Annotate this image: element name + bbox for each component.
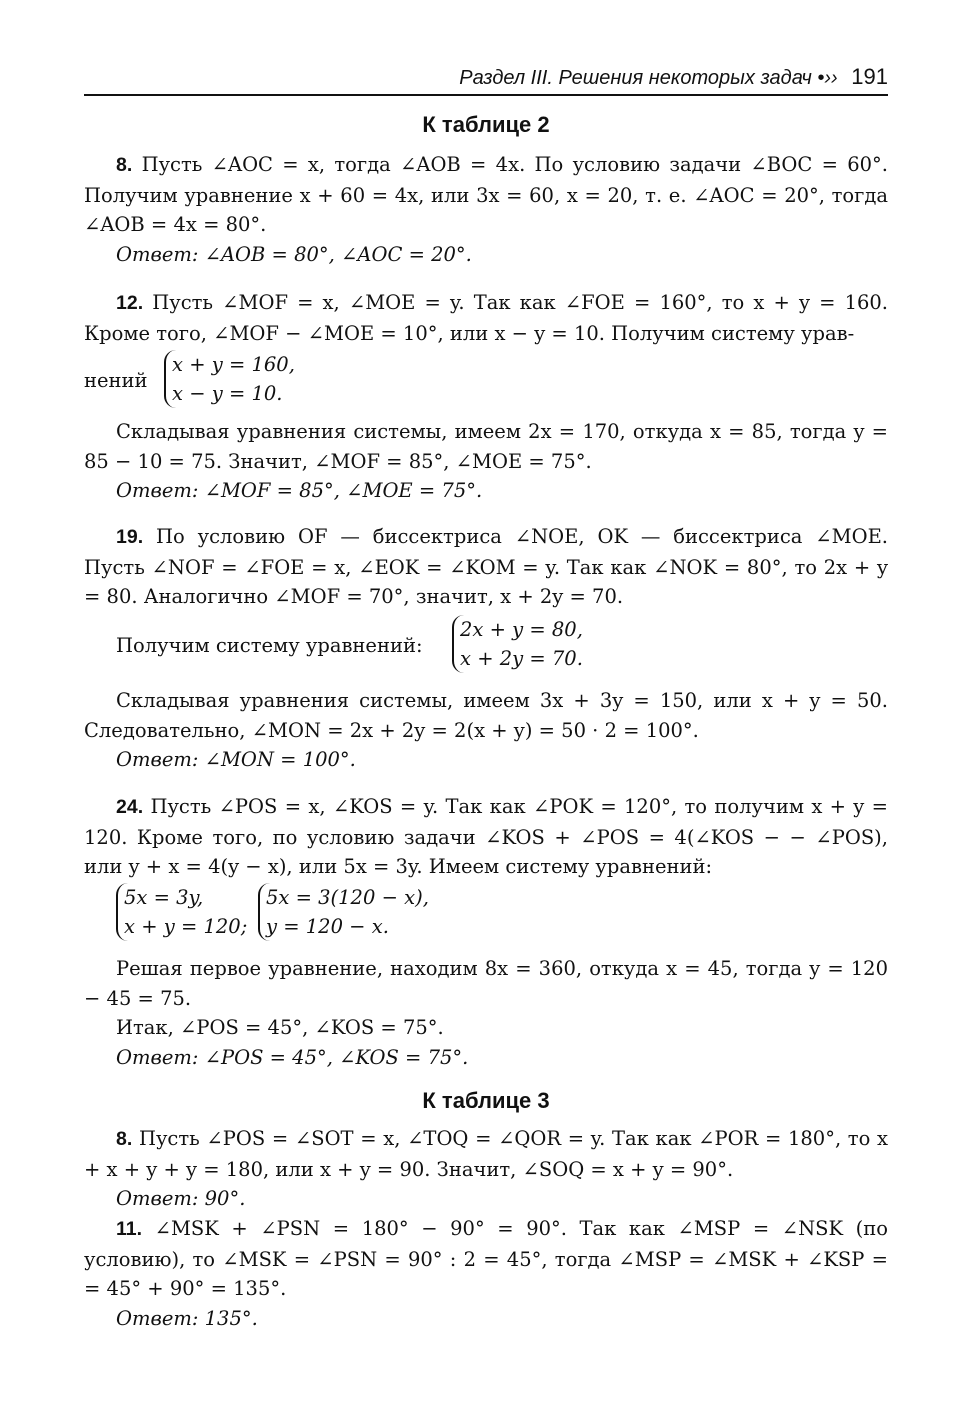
problem-answer: Ответ: ∠MOF = 85°, ∠MOE = 75°. [116,479,483,502]
equation: x + y = 160, [172,353,295,376]
problem-answer: Ответ: ∠POS = 45°, ∠KOS = 75°. [116,1045,469,1069]
equation: y = 120 − x. [266,915,389,938]
running-header [84,62,888,92]
problem-text: ∠MSK + ∠PSN = 180° − 90° = 90°. Так как ∠MSP = ∠NSK (по условию), то ∠MSK = ∠PSN = 90° : 2 = 45°, тогда ∠MSP = ∠MSK + ∠KSP = = 45° + 90° = 135°. [84,1217,888,1300]
equation: x + 2y = 70. [460,647,583,670]
problem-12-t2 [84,288,888,348]
problem-text: Пусть ∠MOF = x, ∠MOE = y. Так как ∠FOE = 160°, то x + y = 160. Кроме того, ∠MOF − ∠MOE = 10°, или x − y = 10. Получим систему урав- [84,291,888,345]
problem-text: По условию OF — биссектриса ∠NOE, OK — биссектриса ∠MOE. Пусть ∠NOF = ∠FOE = x, ∠EOK = ∠KOM = y. Так как ∠NOK = 80°, то 2x + y = 80. Аналогично ∠MOF = 70°, значит, x + 2y = 70. [84,525,888,608]
problem-12-t2-cont [84,417,888,506]
header-rule [84,94,888,96]
problem-number: 24. [116,796,144,818]
section-title-table3: К таблице 3 [422,1088,550,1113]
equation-system [452,615,583,673]
problem-text: Решая первое уравнение, находим 8x = 360, откуда x = 45, тогда y = 120 − 45 = 75. [84,957,888,1010]
page-number: 191 [851,64,888,89]
problem-number: 8. [116,1128,133,1150]
equation: x + y = 120; [124,915,248,938]
problem-number: 12. [116,292,144,314]
system-label: нений [84,369,148,392]
problem-text: Пусть ∠POS = x, ∠KOS = y. Так как ∠POK = 120°, то получим x + y = 120. Кроме того, по условию задачи ∠KOS + ∠POS = 4(∠KOS − − ∠POS), или y + x = 4(y − x), или 5x = 3y. Имеем систему уравнений: [84,795,888,878]
problem-8-t2 [84,150,888,269]
problem-24-t2-cont [84,954,888,1072]
problem-answer: Ответ: 135°. [116,1306,258,1330]
problem-11-t3 [84,1214,888,1333]
problem-text: Пусть ∠POS = ∠SOT = x, ∠TOQ = ∠QOR = y. Так как ∠POR = 180°, то x + x + y + y = 180, или x + y = 90. Значит, ∠SOQ = x + y = 90°. [84,1127,888,1181]
problem-answer: Ответ: 90°. [116,1187,246,1210]
equation: 2x + y = 80, [460,618,583,641]
problem-text: Пусть ∠AOC = x, тогда ∠AOB = 4x. По условию задачи ∠BOC = 60°. Получим уравнение x + 60 = 4x, или 3x = 60, x = 20, т. е. ∠AOC = 20°, тогда ∠AOB = 4x = 80°. [84,153,889,236]
problem-number: 19. [116,526,144,548]
problem-text: Складывая уравнения системы, имеем 3x + 3y = 150, или x + y = 50. Следовательно, ∠MON = 2x + 2y = 2(x + y) = 50 · 2 = 100°. [84,689,888,742]
system-label: Получим систему уравнений: [116,634,423,657]
equation: 5x = 3(120 − x), [266,886,429,909]
problem-24-t2 [84,792,888,882]
equation-system [164,350,295,408]
running-title: Раздел III. Решения некоторых задач •›› [459,67,844,89]
problem-number: 8. [116,154,133,176]
problem-answer: Ответ: ∠MON = 100°. [116,748,356,771]
equation-system [116,883,247,941]
equation: 5x = 3y, [124,886,204,909]
problem-19-t2-cont [84,686,888,775]
equation-system [258,883,429,941]
section-title-table2: К таблице 2 [422,112,550,137]
problem-text: Складывая уравнения системы, имеем 2x = 170, откуда x = 85, тогда y = 85 − 10 = 75. Значит, ∠MOF = 85°, ∠MOE = 75°. [84,420,888,473]
problem-number: 11. [116,1218,143,1240]
problem-8-t3 [84,1124,888,1214]
problem-text: Итак, ∠POS = 45°, ∠KOS = 75°. [116,1016,444,1039]
equation: x − y = 10. [172,382,283,405]
problem-19-t2 [84,522,888,612]
problem-answer: Ответ: ∠AOB = 80°, ∠AOC = 20°. [116,242,472,266]
